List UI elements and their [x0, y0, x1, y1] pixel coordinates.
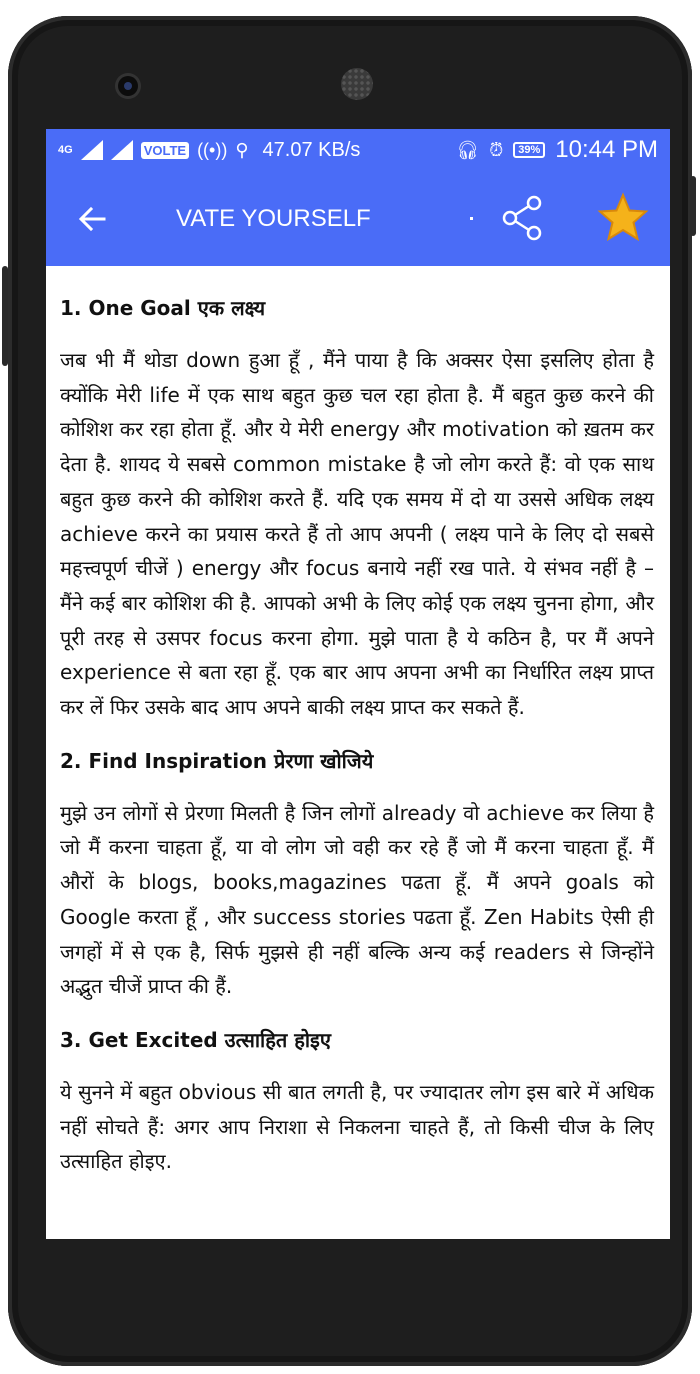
title-marker	[470, 217, 473, 220]
front-camera	[118, 76, 138, 96]
favorite-button[interactable]	[596, 191, 650, 245]
usb-icon: ⚲	[235, 139, 249, 160]
section-heading: 1. One Goal एक लक्ष्य	[60, 296, 266, 320]
back-button[interactable]	[64, 191, 120, 247]
alarm-icon: ⏰︎	[489, 139, 504, 160]
status-bar	[46, 129, 670, 171]
article-content	[46, 266, 670, 1179]
battery-indicator: 39%	[513, 142, 545, 158]
share-button[interactable]	[498, 193, 548, 243]
hotspot-icon: ((•))	[197, 139, 228, 160]
star-icon	[596, 191, 650, 245]
headphones-icon: 🎧︎	[456, 139, 480, 160]
phone-frame	[8, 16, 692, 1366]
section-paragraph: ये सुनने में बहुत obvious सी बात लगती है, पर ज्यादातर लोग इस बारे में अधिक नहीं सोचते हैं: अगर आप निराशा से निकलना चाहते हैं, तो किसी चीज के लिए उत्साहित होइए.	[60, 1079, 654, 1174]
arrow-left-icon	[76, 203, 108, 235]
section-paragraph: जब भी मैं थोडा down हुआ हूँ , मैंने पाया है कि अक्सर ऐसा इसलिए होता है क्योंकि मेरी life में एक साथ बहुत कुछ चल रहा होता है. मैं बहुत कुछ करने की कोशिश कर रहा होता हूँ. और ये मेरी energy और motivation को ख़तम कर देता है. शायद ये सबसे common mistake है जो लोग करते हैं: वो एक साथ बहुत कुछ करने की कोशिश करते हैं. यदि एक समय में दो या उससे अधिक लक्ष्य achieve करने का प्रयास करते हैं तो आप अपनी ( लक्ष्य पाने के लिए दो सबसे महत्त्वपूर्ण चीजें ) energy और focus बनाये नहीं रख पाते. ये संभव नहीं है – मैंने कई बार कोशिश की है. आपको अभी के लिए कोई एक लक्ष्य चुनना होगा, और पूरी तरह से उसपर focus करना होगा. मुझे पाता है ये कठिन है, पर मैं अपने experience से बता रहा हूँ. एक बार आप अपना अभी का निर्धारित लक्ष्य प्राप्त कर लें फिर उसके बाद आप अपने बाकी लक्ष्य प्राप्त कर सकते हैं.	[60, 348, 654, 720]
section-paragraph: मुझे उन लोगों से प्रेरणा मिलती है जिन लोगों already वो achieve कर लिया है जो मैं करना चाहता हूँ, या वो लोग जो वही कर रहे हैं जो मैं करना चाहता हूँ. मैं औरों के blogs, books,magazines पढता हूँ. मैं अपने goals को Google करता हूँ , और success stories पढता हूँ. Zen Habits ऐसी ही जगहों में से एक है, सिर्फ मुझसे ही नहीं बल्कि अन्य कई readers से जिन्होंने अद्भुत चीजें प्राप्त की हैं.	[60, 800, 654, 999]
signal-icon-1	[81, 140, 103, 160]
section-heading: 2. Find Inspiration प्रेरणा खोजिये	[60, 748, 374, 773]
network-speed: 47.07 KB/s	[262, 138, 361, 161]
section-heading: 3. Get Excited उत्साहित होइए	[60, 1027, 331, 1052]
power-button	[690, 176, 696, 236]
app-bar	[46, 171, 670, 266]
earpiece-speaker	[341, 68, 373, 100]
volume-button	[2, 266, 8, 366]
share-icon	[498, 193, 548, 243]
volte-badge: VOLTE	[141, 142, 189, 159]
screen	[46, 129, 670, 1239]
network-type: 4G	[58, 144, 73, 156]
clock: 10:44 PM	[555, 136, 658, 163]
page-title: VATE YOURSELF	[176, 204, 371, 232]
signal-icon-2	[111, 140, 133, 160]
